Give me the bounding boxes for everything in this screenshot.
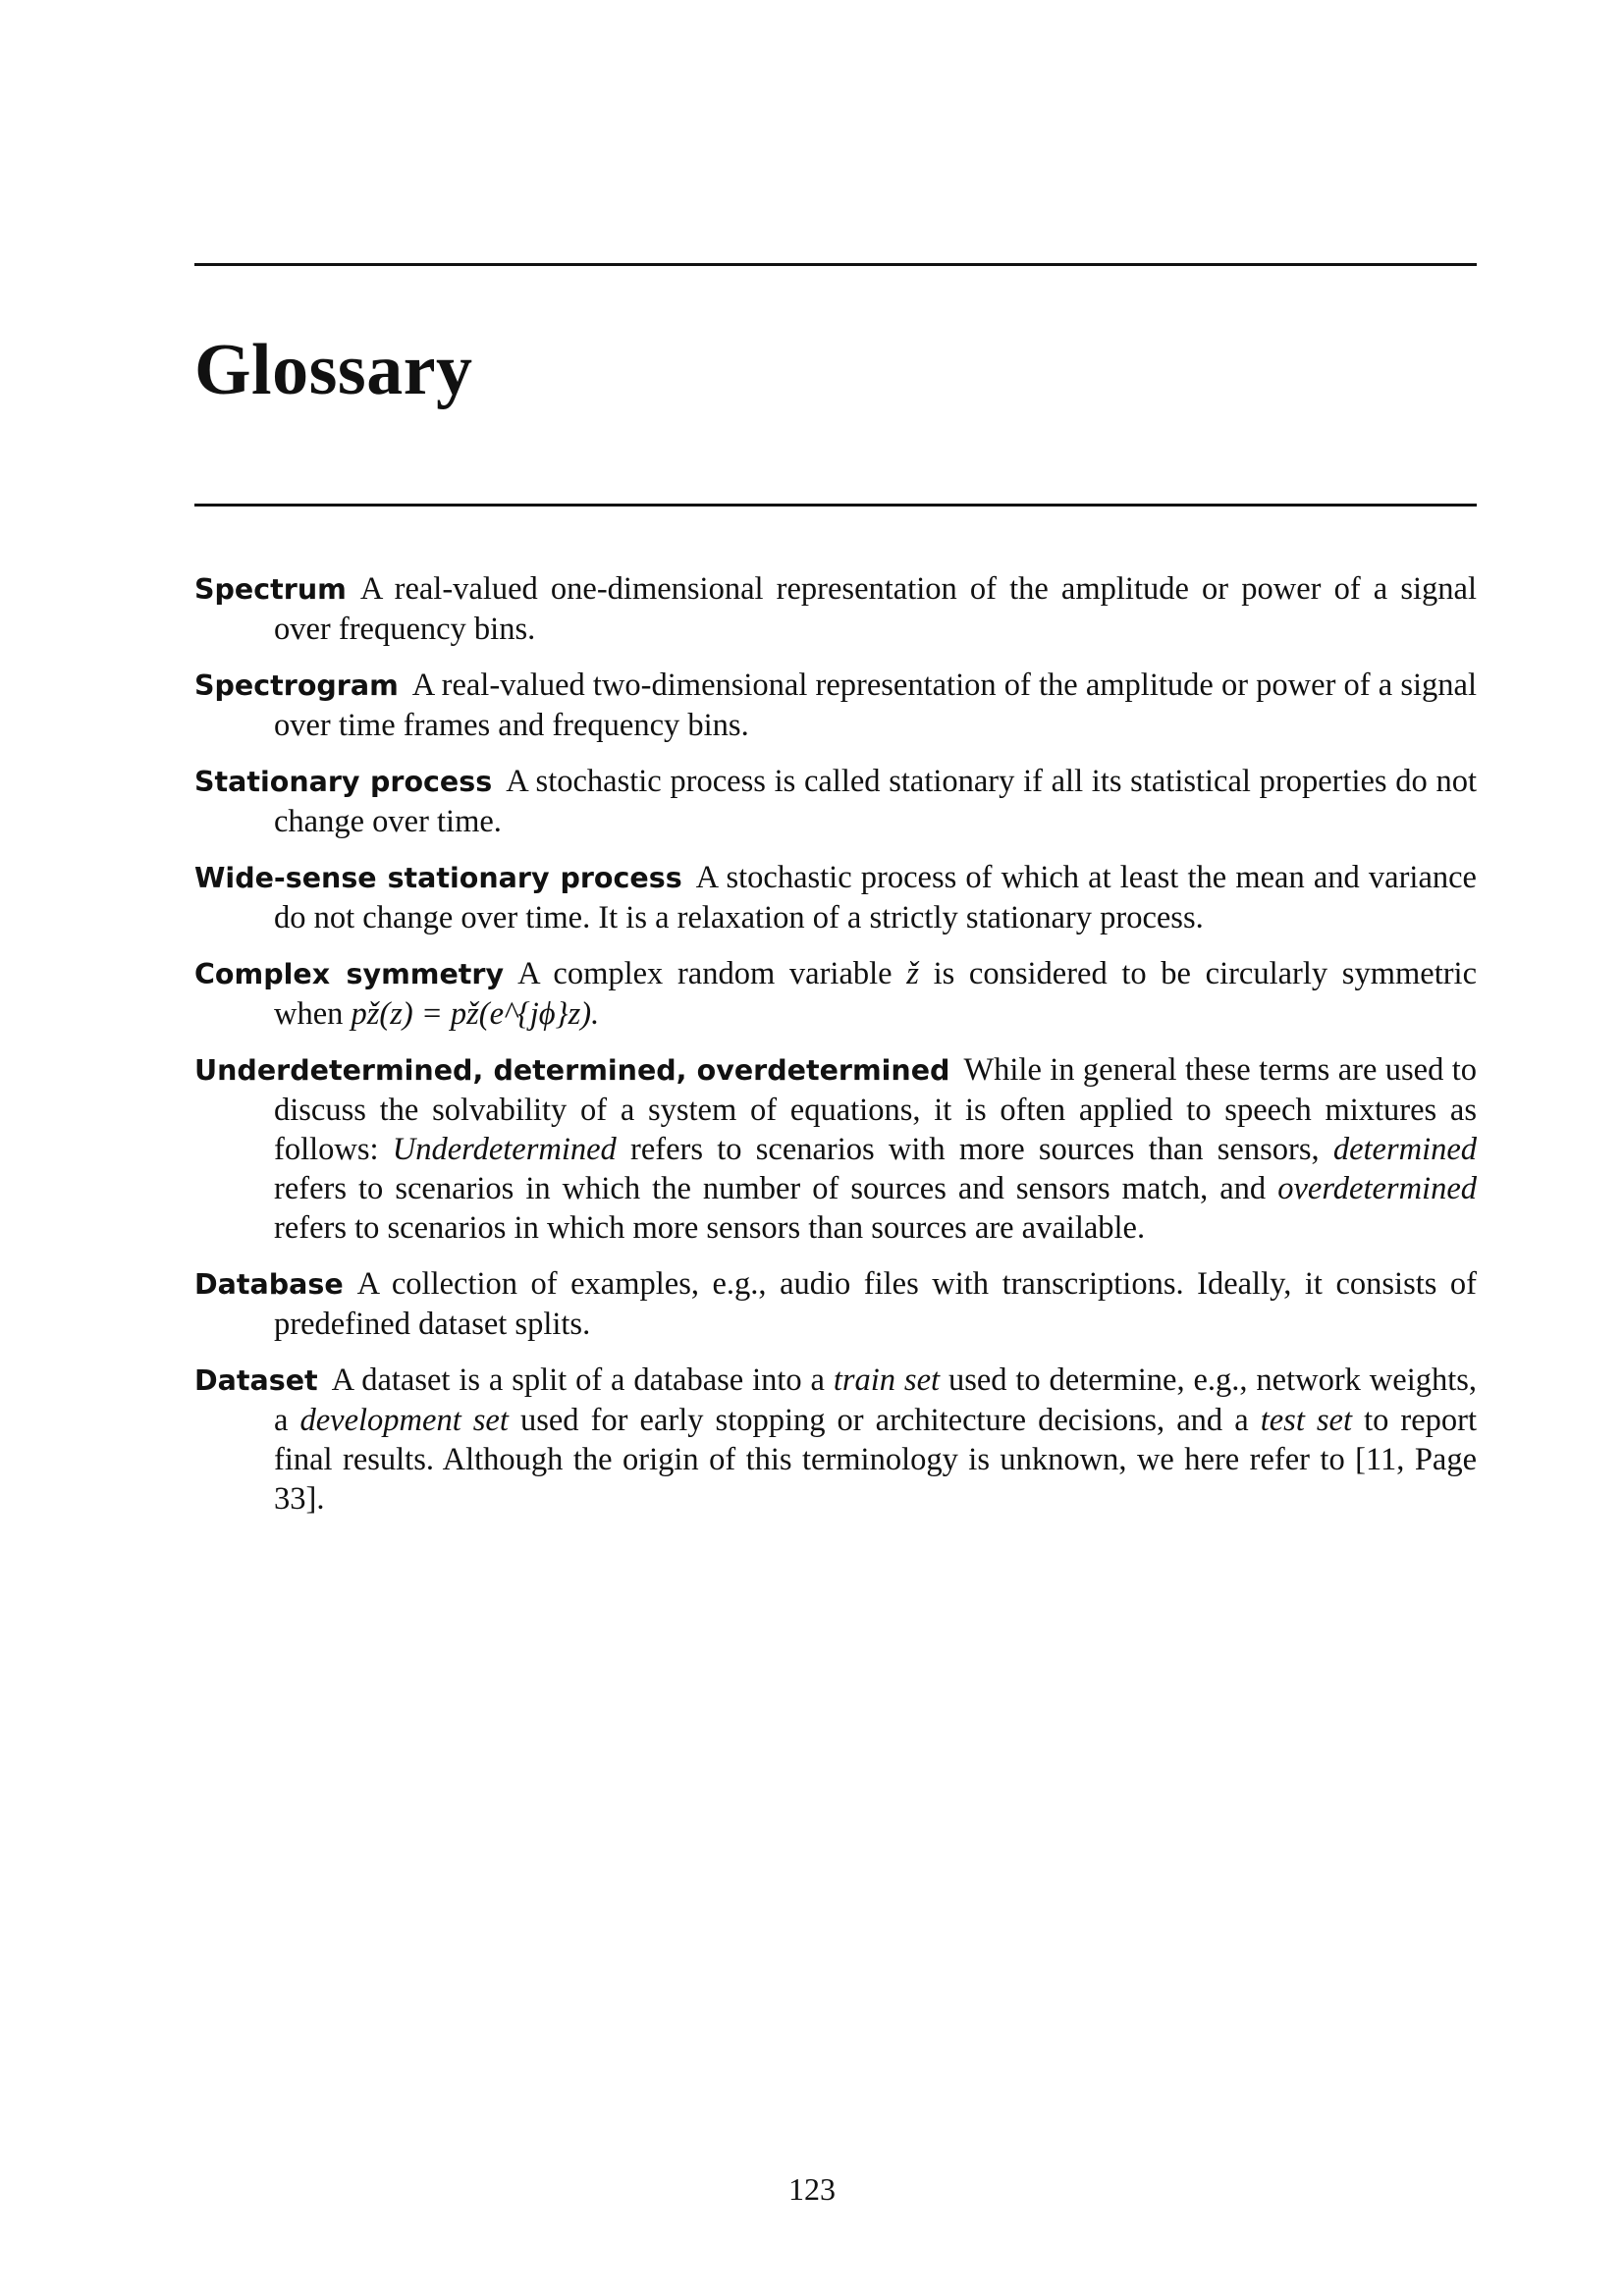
- glossary-entry-dataset: [194, 1361, 1477, 1519]
- glossary-definition-part: is considered to be circularly symmetric when: [274, 956, 1477, 1032]
- glossary-definition-part: used to determine, e.g., network weights, a: [274, 1362, 1478, 1438]
- glossary-definition-part: A dataset is a split of a database into a: [331, 1362, 825, 1398]
- glossary-term: Stationary process: [194, 766, 493, 798]
- glossary-definition: A real-valued one-dimensional representation of the amplitude or power of a signal over frequency bins.: [274, 571, 1477, 647]
- glossary-definition-part: refers to scenarios in which the number of sources and sensors match, and: [274, 1171, 1267, 1206]
- glossary-entry-determinedness: [194, 1050, 1477, 1248]
- glossary-term: Complex symmetry: [194, 958, 505, 990]
- glossary-term: Wide-sense stationary process: [194, 862, 682, 894]
- math-variable: ž: [906, 956, 919, 991]
- glossary-entry-wide-sense-stationary: [194, 858, 1477, 937]
- glossary-entry-complex-symmetry: [194, 954, 1477, 1034]
- emphasis-term: development set: [299, 1403, 509, 1438]
- glossary-definition-part: A complex random variable: [517, 956, 893, 991]
- page-title: Glossary: [194, 330, 473, 410]
- glossary-term: Spectrum: [194, 573, 347, 606]
- glossary-definition-part: refers to scenarios in which more sensors than sources are available.: [274, 1210, 1146, 1246]
- emphasis-term: overdetermined: [1277, 1171, 1477, 1206]
- glossary-definition: A stochastic process of which at least the mean and variance do not change over time. It is a relaxation of a strictly stationary process.: [274, 860, 1477, 935]
- glossary-term: Underdetermined, determined, overdetermined: [194, 1054, 950, 1087]
- math-formula: pž(z) = pž(e^{jϕ}z).: [351, 996, 600, 1032]
- glossary-entry-spectrogram: [194, 666, 1477, 745]
- glossary-definition: A stochastic process is called stationary if all its statistical properties do not change over time.: [274, 764, 1477, 839]
- glossary-entry-spectrum: [194, 569, 1477, 649]
- heading-rule-bottom: [194, 504, 1477, 507]
- glossary-definition-part: While in general these terms are used to discuss the solvability of a system of equations, it is often applied to speech mixtures as follows:: [274, 1052, 1478, 1167]
- glossary-term: Spectrogram: [194, 669, 399, 702]
- glossary-definition-part: refers to scenarios with more sources than sensors,: [630, 1132, 1320, 1167]
- glossary-term: Dataset: [194, 1364, 318, 1397]
- glossary-entry-stationary-process: [194, 762, 1477, 841]
- emphasis-term: train set: [833, 1362, 941, 1398]
- glossary-definition-part: to report final results. Although the origin of this terminology is unknown, we here refer to [11, Page 33].: [274, 1403, 1478, 1517]
- emphasis-term: determined: [1332, 1132, 1478, 1167]
- glossary-list: [194, 569, 1477, 1535]
- emphasis-term: test set: [1260, 1403, 1353, 1438]
- emphasis-term: Underdetermined: [392, 1132, 617, 1167]
- glossary-definition: A real-valued two-dimensional representation of the amplitude or power of a signal over time frames and frequency bins.: [274, 667, 1477, 743]
- glossary-definition-part: used for early stopping or architecture decisions, and a: [519, 1403, 1249, 1438]
- glossary-entry-database: [194, 1264, 1477, 1344]
- page-number: 123: [788, 2171, 836, 2207]
- glossary-definition: A collection of examples, e.g., audio files with transcriptions. Ideally, it consists of predefined dataset splits.: [274, 1266, 1477, 1342]
- glossary-term: Database: [194, 1268, 344, 1301]
- heading-rule-top: [194, 263, 1477, 266]
